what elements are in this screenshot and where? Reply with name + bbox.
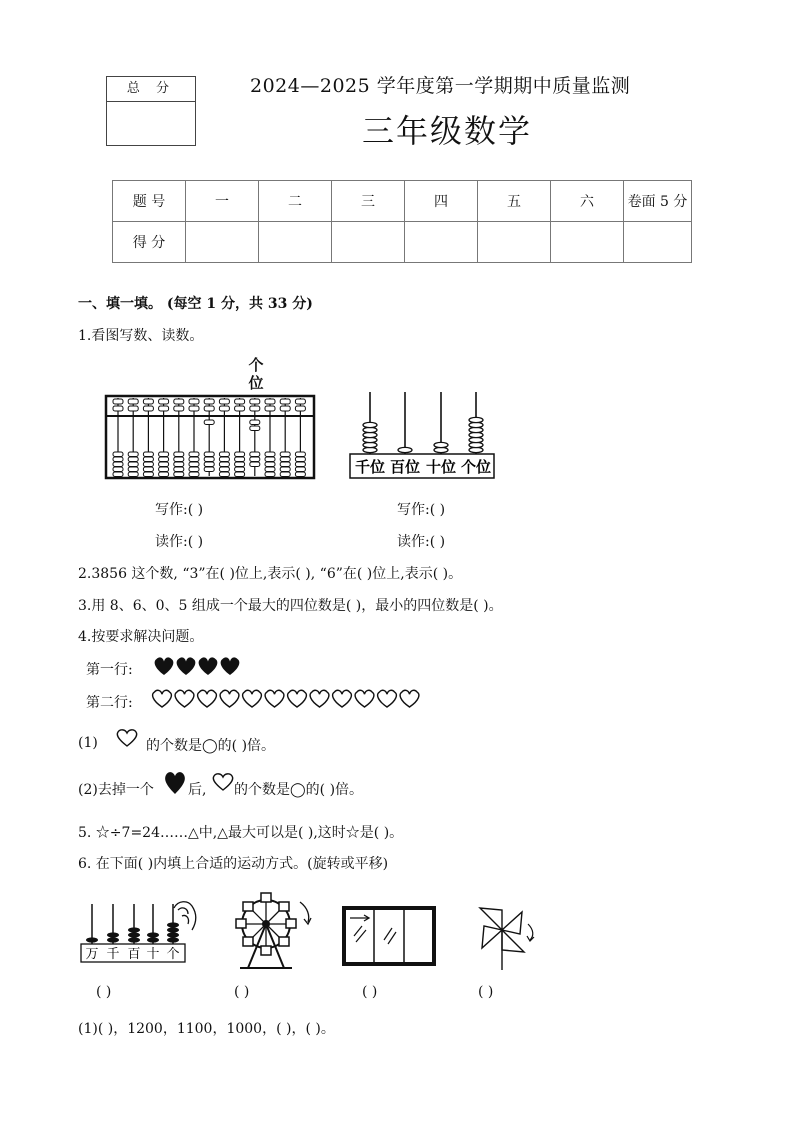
question-1: 1.看图写数、读数。 [78, 328, 204, 344]
score-input-cell[interactable] [332, 222, 405, 263]
score-cell: 四 [405, 181, 478, 222]
outline-heart-icon [175, 690, 194, 707]
question-4: 4.按要求解决问题。 [78, 629, 204, 645]
motion-blank-4[interactable]: ( ) [478, 984, 494, 1000]
outline-heart-icon [378, 690, 397, 707]
filled-heart-icon [177, 657, 196, 675]
score-cell: 六 [551, 181, 624, 222]
score-cell: 得 分 [113, 222, 186, 263]
abacus-suanpan-icon [104, 394, 316, 482]
abacus-counting-frame-icon [346, 390, 498, 482]
question-2: 2.3856 这个数, “3”在( )位上,表示( ), “6”在( )位上,表示( )。 [78, 566, 463, 582]
question-5: 5. ☆÷7=24……△中,△最大可以是( ),这时☆是( )。 [78, 825, 404, 841]
outline-heart-icon [212, 772, 234, 792]
score-cell: 卷面 5 分 [624, 181, 692, 222]
score-table [112, 180, 692, 263]
read-blank-left[interactable]: 读作:( ) [155, 534, 204, 550]
score-cell: 题 号 [113, 181, 186, 222]
q4-sub2-text-c: 的个数是◯的( )倍。 [234, 782, 364, 798]
exam-subject: 三年级数学 [362, 112, 533, 150]
outline-heart-icon [153, 690, 172, 707]
pinwheel-icon [472, 902, 542, 972]
place-label: 十位 [425, 458, 457, 476]
place-label: 个位 [460, 458, 492, 476]
total-score-label: 总 分 [107, 77, 195, 102]
place-label: 千位 [354, 458, 386, 476]
score-table-score-row [113, 222, 692, 263]
outline-heart-icon [355, 690, 374, 707]
abacus-ones-label: 位 [248, 374, 264, 392]
row1-label: 第一行: [86, 662, 133, 678]
score-table-header-row [113, 181, 692, 222]
place-label: 百位 [389, 458, 421, 476]
score-input-cell[interactable] [259, 222, 332, 263]
motion-blank-1[interactable]: ( ) [96, 984, 112, 1000]
score-cell: 二 [259, 181, 332, 222]
filled-heart-icon [164, 770, 186, 796]
q4-sub2-text-b: 后, [188, 782, 207, 798]
filled-heart-icon [199, 657, 218, 675]
q4-sub2-text-a: (2)去掉一个 [78, 782, 154, 798]
place-label: 百 [127, 947, 141, 962]
section-heading: 一、填一填。 (每空 1 分，共 33 分) [78, 296, 313, 312]
question-6: 6. 在下面( )内填上合适的运动方式。(旋转或平移) [78, 856, 389, 872]
abacus-ones-label: 个 [248, 356, 264, 374]
score-input-cell[interactable] [551, 222, 624, 263]
score-input-cell[interactable] [405, 222, 478, 263]
question-3: 3.用 8、6、0、5 组成一个最大的四位数是( )，最小的四位数是( )。 [78, 598, 503, 614]
place-label: 个 [166, 947, 180, 962]
ferris-wheel-icon [226, 890, 318, 972]
outline-heart-icon [265, 690, 284, 707]
outline-heart-icon [243, 690, 262, 707]
place-label: 十 [146, 947, 160, 962]
motion-blank-2[interactable]: ( ) [234, 984, 250, 1000]
read-blank-right[interactable]: 读作:( ) [397, 534, 446, 550]
sliding-window-icon [342, 906, 436, 966]
outline-heart-icon [310, 690, 329, 707]
score-input-cell[interactable] [478, 222, 551, 263]
score-cell: 三 [332, 181, 405, 222]
q4-sub1-number: (1) [78, 735, 98, 751]
write-blank-right[interactable]: 写作:( ) [397, 502, 446, 518]
abacus-hand-icon [78, 898, 202, 966]
question-sequence: (1)( )，1200，1100，1000，( )，( )。 [78, 1021, 335, 1037]
write-blank-left[interactable]: 写作:( ) [155, 502, 204, 518]
q4-sub1-text: 的个数是◯的( )倍。 [146, 738, 276, 754]
place-label: 千 [106, 947, 120, 962]
outline-heart-icon [116, 728, 138, 748]
filled-heart-icon [155, 657, 174, 675]
outline-heart-icon [288, 690, 307, 707]
score-input-cell[interactable] [624, 222, 692, 263]
exam-title: 2024—2025 学年度第一学期期中质量监测 [250, 75, 631, 97]
outline-heart-icon [198, 690, 217, 707]
place-label: 万 [85, 947, 99, 962]
score-input-cell[interactable] [186, 222, 259, 263]
motion-blank-3[interactable]: ( ) [362, 984, 378, 1000]
score-cell: 一 [186, 181, 259, 222]
outline-heart-icon [220, 690, 239, 707]
outline-hearts-row [150, 689, 430, 711]
filled-heart-icon [221, 657, 240, 675]
filled-hearts-row [152, 656, 252, 678]
row2-label: 第二行: [86, 695, 133, 711]
score-cell: 五 [478, 181, 551, 222]
outline-heart-icon [400, 690, 419, 707]
outline-heart-icon [333, 690, 352, 707]
total-score-box [106, 76, 196, 146]
